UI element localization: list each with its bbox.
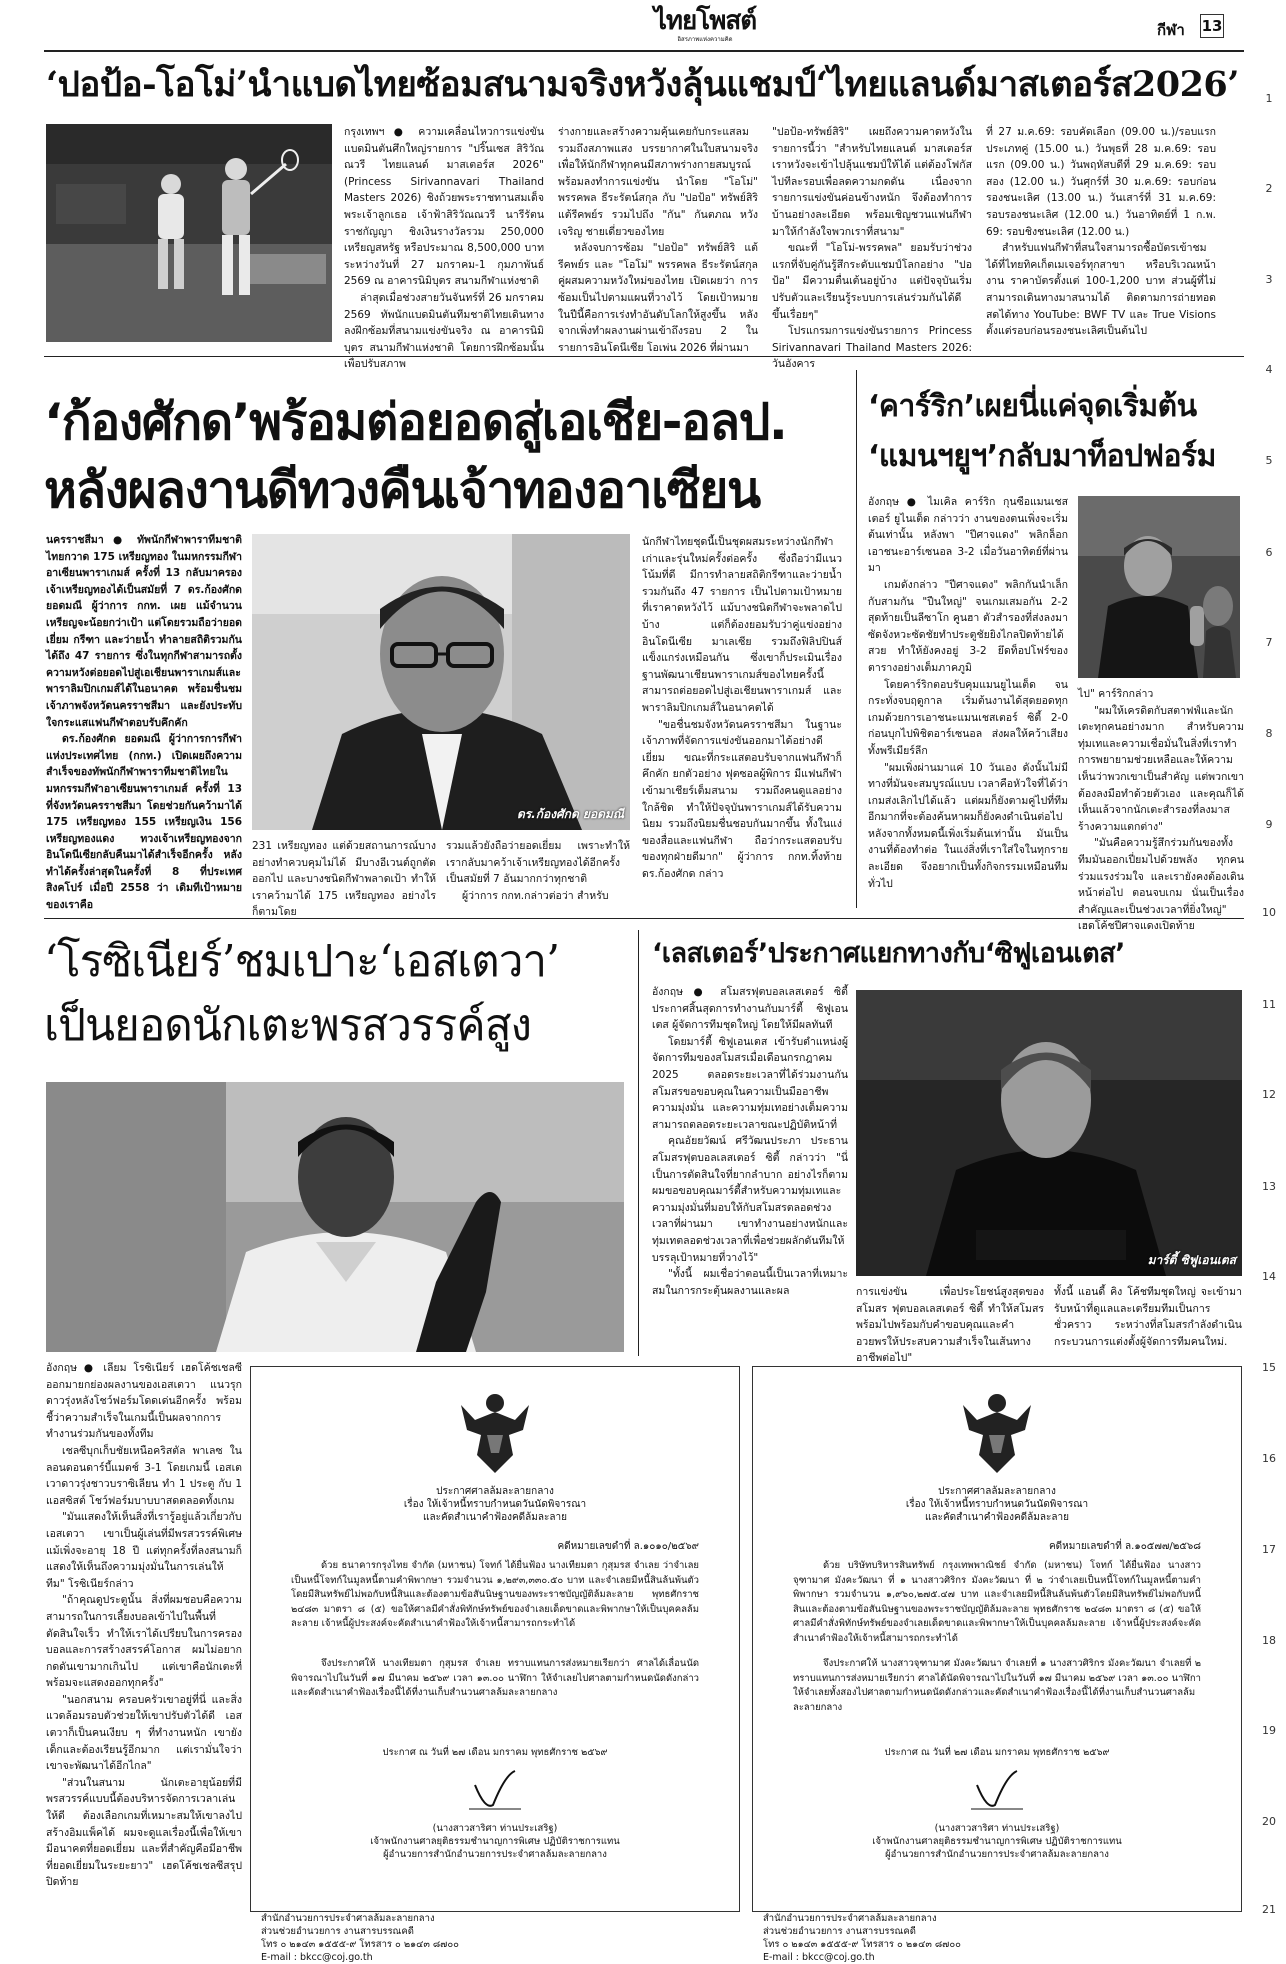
notice-case-number: คดีหมายเลขดำที่ ล.๑๐๑๐/๒๕๖๙ [557,1541,699,1552]
story2-photo-caption: ดร.ก้องศักด ยอดมณี [516,807,624,821]
story2-column-3 [446,838,630,908]
signature-icon [957,1765,1037,1815]
story5-column-3 [1054,1284,1242,1354]
story4-photo [46,1082,624,1352]
story3-column-2 [1078,686,1244,933]
ruler-mark: 9 [1265,818,1273,831]
paragraph: ไป" คาร์ริกกล่าว [1078,688,1154,700]
story1-column-2 [558,124,758,354]
notice-footer-phone: โทร ๐ ๒๑๔๓ ๑๕๕๕-๙ โทรสาร ๐ ๒๑๔๓ ๘๗๐๐ [763,1939,961,1950]
ruler-mark: 21 [1262,1903,1276,1916]
paragraph: นครราชสีมา ● ทัพนักกีฬาพาราทีมชาติไทยกวาด 175 เหรียญทอง ในมหกรรมกีฬาอาเซียนพาราเกมส์ ครั้งที่ 13 กลับมาครองเจ้าเหรียญทองได้เป็นสมัยที่ 7 ดร.ก้องศักด ยอดมณี ผู้ว่าการ กกท. เผย แม้จำนวนเหรียญจะน้อยกว่าเป้า แต่โดยรวมถือว่ายอดเยี่ยม กรีฑา และว่ายน้ำ ทำลายสถิติรวมกันได้ถึง 47 รายการ ซึ่งในทุกกีฬาสามารถตั้งความหวังต่อยอดไปสู่เอเชียนพาราเกมส์และพาราลิมปิกเกมส์ได้ในอนาคต พร้อมชื่นชมเจ้าภาพจังหวัดนครราชสีมา และยังประทับใจกระแสแฟนกีฬาตอบรับคึกคัก [46,534,242,729]
paragraph: อังกฤษ ● ไมเคิล คาร์ริก กุนซือแมนเชสเตอร์ ยูไนเต็ด กล่าวว่า งานของตนเพิ่งจะเริ่มต้นเท่านั้น หลังพา "ปีศาจแดง" พลิกล็อกเอาชนะอาร์เซนอล 3-2 เมื่อวันอาทิตย์ที่ผ่านมา [868,496,1068,575]
ruler-mark: 3 [1265,273,1273,286]
section-label: กีฬา [1157,21,1185,39]
story2-photo [252,534,630,830]
story1-headline: ‘ปอป้อ-โอโม่’นำแบดไทยซ้อมสนามจริงหวังลุ้นแชมป์‘ไทยแลนด์มาสเตอร์ส2026’ [46,64,1239,105]
story4-headline [44,930,644,1058]
story1-column-3 [772,124,972,371]
notice-title-line1: ประกาศศาลล้มละลายกลาง [938,1486,1056,1497]
masthead [640,6,770,46]
paragraph: นักกีฬาไทยชุดนี้เป็นชุดผสมระหว่างนักกีฬาเก่าและรุ่นใหม่ครั้งต่อครั้ง ซึ่งถือว่ามีแนวโน้มที่ดี มีการทำลายสถิติกรีฑาและว่ายน้ำรวมกันถึง 47 รายการ เป็นไปตามเป้าหมายที่เราคาดหวังไว้ แม้บางชนิดกีฬาจะพลาดไปบ้าง แต่ก็ต้องยอมรับว่าคู่แข่งอย่างอินโดนีเซีย มาเลเซีย รวมถึงฟิลิปปินส์ แข็งแกร่งเหมือนกัน ซึ่งเขาก็ประเมินเรื่องฐานพัฒนาเชียนพาราเกมส์ของไทยครั้งนี้สามารถต่อยอดไปสู่เอเชียนพาราเกมส์ และพาราลิมปิกเกมส์ในอนาคตได้ [642,536,842,714]
ruler-mark: 17 [1262,1543,1276,1556]
story3-column-1 [868,494,1068,908]
notice-signatory-role: เจ้าพนักงานศาลยุติธรรมชำนาญการพิเศษ ปฏิบัติราชการแทน [872,1836,1122,1847]
story2-column-4 [642,534,842,908]
paragraph: "ปอป้อ-ทรัพย์สิริ" เผยถึงความคาดหวังในรายการนี้ว่า "สำหรับไทยแลนด์ มาสเตอร์ส เราหวังจะเข้าไปลุ้นแชมป์ให้ได้ แต่ต้องโฟกัสไปทีละรอบเพื่อลดความกดดัน เนื่องจากรายการแข่งขันค่อนข้างหนัก จึงต้องทำการบ้านอย่างละเอียด พร้อมเชิญชวนแฟนกีฬามาให้กำลังใจพวกเราที่สนาม" [772,126,972,238]
paragraph: "ถ้าคุณดูประตูนั้น สิ่งที่ผมชอบคือความสามารถในการเลี้ยงบอลเข้าไปในพื้นที่ ตัดสินใจเร็ว ทำให้เราได้เปรียบในการครองบอลและการสร้างสรรค์โอกาส ผมไม่อยากกดดันเขามากเกินไป แต่เขาคือนักเตะที่พร้อมจะแสดงออกทุกครั้ง" [46,1594,242,1690]
notice-footer-unit: ส่วนช่วยอำนวยการ งานสารบรรณคดี [763,1926,916,1937]
story1-column-1 [344,124,544,371]
notice-footer-email: E-mail : bkcc@coj.go.th [261,1952,373,1963]
paragraph: "นอกสนาม ครอบครัวเขาอยู่ที่นี่ และสิ่งแวดล้อมรอบตัวช่วยให้เขาปรับตัวได้ดี เอสเตวาก็เป็นคนเงียบ ๆ ที่ทำงานหนัก เขายังเด็กและต้องเรียนรู้อีกมาก แต่เรามั่นใจว่าเขาจะพัฒนาได้อีกไกล" [46,1693,242,1773]
paragraph: กรุงเทพฯ ● ความเคลื่อนไหวการแข่งขันแบดมินตันศึกใหญ่รายการ "ปริ๊นเซส สิริวัณณวรี ไทยแลนด์ มาสเตอร์ส 2026" (Princess Sirivannavari Thailand Masters 2026) ชิงถ้วยพระราชทานสมเด็จพระเจ้าลูกเธอ เจ้าฟ้าสิริวัณณวรี นารีรัตนราชกัญญา ชิงเงินรางวัลรวม 250,000 เหรียญสหรัฐ หรือประมาณ 8,500,000 บาท ระหว่างวันที่ 27 มกราคม-1 กุมภาพันธ์ 2569 ณ อาคารนิมิบุตร สนามกีฬาแห่งชาติ [344,126,544,288]
divider [44,918,1244,919]
ruler-mark: 5 [1265,454,1273,467]
notice-title-line3: และคัดสำเนาคำฟ้องคดีล้มละลาย [423,1512,567,1523]
notice-footer-unit: ส่วนช่วยอำนวยการ งานสารบรรณคดี [261,1926,414,1937]
notice-date: ประกาศ ณ วันที่ ๒๗ เดือน มกราคม พุทธศักราช ๒๕๖๙ [884,1747,1110,1758]
story2-headline-line1: ‘ก้องศักด’พร้อมต่อยอดสู่เอเชีย-อลป. [44,393,787,451]
story3-headline-line1: ‘คาร์ริก’เผยนี่แค่จุดเริ่มต้น [868,389,1197,424]
ruler-mark: 6 [1265,546,1273,559]
notice-title-line2: เรื่อง ให้เจ้าหนี้ทราบกำหนดวันนัดพิจารณา [403,1499,587,1510]
notice-body: ด้วย ธนาคารกรุงไทย จำกัด (มหาชน) โจทก์ ได้ยื่นฟ้อง นางเทียมตา กุสุมรส จำเลย ว่าจำเลยเป็นหนี้โจทก์ในมูลหนี้ตามคำพิพากษา รวมจำนวน ๑,๒๙๓,๓๓๐.๕๐ บาท และจำเลยมีหนี้สินล้นพ้นตัวโดยมีสินทรัพย์ไม่พอกับหนี้สินและต้องตามข้อสันนิษฐานของพระราชบัญญัติล้มละลาย พุทธศักราช ๒๔๘๓ มาตรา ๘ (๕) ขอให้ศาลมีคำสั่งพิทักษ์ทรัพย์ของจำเลยเด็ดขาดและพิพากษาให้เป็นบุคคลล้มละลาย เจ้าหนี้ผู้ประสงค์จะคัดสำเนาคำฟ้องให้เจ้าหนี้สามารถกระทำได้ [291,1560,699,1629]
court-notice-left [250,1366,740,1963]
coach-photo-art [1078,496,1240,678]
garuda-emblem-icon [455,1385,535,1477]
paragraph: เชลซีบุกเก็บชัยเหนือคริสตัล พาเลซ ในลอนดอนดาร์บี้แมตช์ 3-1 โดยเกมนี้ เอสเตเวาดาวรุ่งชาวบราซิเลียน ทำ 1 ประตู กับ 1 แอสซิสต์ โชว์ฟอร์มบาบบาสดตลอดทั้งเกม [46,1444,242,1507]
story4-column-1 [46,1360,242,1912]
notice-signatory-role-2: ผู้อำนวยการสำนักอำนวยการประจำศาลล้มละลายกลาง [383,1849,607,1860]
ruler-mark: 8 [1265,727,1273,740]
ruler-mark: 15 [1262,1361,1276,1374]
badminton-photo-art [46,124,332,342]
paragraph: โปรแกรมการแข่งขันรายการ Princess Sirivannavari Thailand Masters 2026: วันอังคาร [772,325,972,371]
margin-ruler [1256,0,1282,1920]
paragraph: รวมแล้วยังถือว่ายอดเยี่ยม เพราะทำให้เรากลับมาคว้าเจ้าเหรียญทองได้อีกครั้งเป็นสมัยที่ 7 อันมากกว่าทุกชาติ [446,840,630,886]
paragraph: ผู้ว่าการ กกท.กล่าวต่อว่า สำหรับ [462,889,609,902]
court-notice-right [752,1366,1242,1963]
page-number: 13 [1200,14,1224,38]
ruler-mark: 10 [1262,906,1276,919]
paragraph: หลังจบการซ้อม "ปอป้อ" ทรัพย์สิริ แต้รีคพย์ร และ "โอโม่" พรรคพล ธีระรัตน์สกุล คู่ผสมความหวังใหม่ของไทย เปิดเผยว่า การซ้อมเป็นไปตามแผนที่วางไว้ โดยเป้าหมายในปีนี้คือการเร่งทำอันดับโลกให้สูงขึ้น หลังจากเพิ่งทำผลงานผ่านเข้าถึงรอบ 2 ในรายการอินโดนีเซีย โอเพ่น 2026 ที่ผ่านมา [558,242,758,354]
paragraph: เกมดังกล่าว "ปีศาจแดง" พลิกกันนำเล็กกับสามกัน "ปืนใหญ่" จนเกมเสมอกัน 2-2 สุดท้ายเป็นลีซาโก คูนฮา ตัวสำรองที่ส่งลงมาซัดจังหวะซัดชัยทำประตูชัยยิงไกลปิดท้ายได้สวย ทำให้ยังคงอยู่ 3-2 ยึดท็อปโฟร์ของตารางอย่างเต็มภาคภูมิ [868,578,1068,674]
notice-title-line1: ประกาศศาลล้มละลายกลาง [436,1486,554,1497]
signature-icon [455,1765,535,1815]
paragraph: "ทั้งนี้ ผมเชื่อว่าตอนนี้เป็นเวลาที่เหมาะสมในการกระตุ้นผลงานและผล [652,1268,848,1297]
story2-headline-line2: หลังผลงานดีทวงคืนเจ้าทองอาเซียน [44,461,760,519]
divider-vertical [638,930,639,1356]
notice-signatory-name: (นางสาวสาริศา ท่านประเสริฐ) [432,1823,558,1834]
story5-column-1 [652,984,848,1297]
ruler-mark: 7 [1265,636,1273,649]
portrait-photo-art [252,534,630,830]
paragraph: การแข่งขัน เพื่อประโยชน์สูงสุดของสโมสร ฟุตบอลเลสเตอร์ ซิตี้ ทำให้สโมสรพร้อมไปพร้อมกับคำขอบคุณและคำอวยพรให้ประสบความสำเร็จในเส้นทางอาชีพต่อไป" [856,1286,1044,1365]
ruler-mark: 19 [1262,1724,1276,1737]
story1-photo [46,124,332,342]
notice-title [753,1485,1241,1524]
notice-body: ด้วย บริษัทบริหารสินทรัพย์ กรุงเทพพาณิชย์ จำกัด (มหาชน) โจทก์ ได้ยื่นฟ้อง นางสาวจุฑามาศ มังคะวัฒนา ที่ ๑ นางสาวศิริกร มังคะวัฒนา ที่ ๒ ว่าจำเลยเป็นหนี้โจทก์ในมูลหนี้ตามคำพิพากษา รวมจำนวน ๑,๙๖๐,๒๗๕.๔๗ บาท และจำเลยมีหนี้สินล้นพ้นตัวโดยมีสินทรัพย์ไม่พอกับหนี้สินและต้องตามข้อสันนิษฐานของพระราชบัญญัติล้มละลาย พุทธศักราช ๒๔๘๓ มาตรา ๘ (๕) ขอให้ศาลมีคำสั่งพิทักษ์ทรัพย์ของจำเลยเด็ดขาดและพิพากษาให้เป็นบุคคลล้มละลาย เจ้าหนี้ผู้ประสงค์จะคัดสำเนาคำฟ้องให้เจ้าหนี้สามารถกระทำได้ [793,1560,1201,1644]
masthead-tagline: อิสรภาพแห่งความคิด [677,36,733,43]
paragraph: สำหรับแฟนกีฬาที่สนใจสามารถซื้อบัตรเข้าชมได้ที่ไทยทิคเก็ตเมเจอร์ทุกสาขา หรือบริเวณหน้างาน ราคาบัตรตั้งแต่ 100-1,200 บาท ส่วนผู้ที่ไม่สามารถเดินทางมาสนามได้ ติดตามการถ่ายทอดสดได้ทาง YouTube: BWF TV และ True Visions ตั้งแต่รอบก่อนรองชนะเลิศเป็นต้นไป [986,242,1216,338]
paragraph: ขณะที่ "โอโม่-พรรคพล" ยอมรับว่าช่วงแรกที่จับคู่กันรู้สึกระดับแชมป์โลกอย่าง "ปอป้อ" มีความตื่นเต้นอยู่บ้าง แต่ปัจจุบันเริ่มปรับตัวและเรียนรู้ระบบการเล่นร่วมกันได้ดีขึ้นเรื่อยๆ" [772,242,972,321]
paragraph: "ขอชื่นชมจังหวัดนครราชสีมา ในฐานะเจ้าภาพที่จัดการแข่งขันออกมาได้อย่างดีเยี่ยม ขณะที่กระแสตอบรับจากแฟนกีฬาก็คึกคัก ยกตัวอย่าง ฟุตซอลผู้พิการ มีแฟนกีฬาเข้ามาเชียร์เต็มสนาม รวมถึงคนดูแลอย่างใกล้ชิด ทำให้ปัจจุบันพาราเกมส์ได้รับความนิยม รวมถึงนิยมชื่นชอบกันมากขึ้น ทั้งในแง่ของสื่อและแฟนกีฬา ถือว่ากระแสตอบรับของทุกฝ่ายดีมาก" ผู้ว่าการ กกท.ทิ้งท้าย ดร.ก้องศักด กล่าว [642,718,842,880]
ruler-mark: 12 [1262,1088,1276,1101]
paragraph: ดร.ก้องศักด ยอดมณี ผู้ว่าการการกีฬาแห่งประเทศไทย (กกท.) เปิดเผยถึงความสำเร็จของทัพนักกีฬาพาราทีมชาติไทยในมหกรรมกีฬาอาเซียนพาราเกมส์ ครั้งที่ 13 ที่จังหวัดนครราชสีมา โดยช่วยกันคว้ามาได้ 175 เหรียญทอง 155 เหรียญเงิน 156 เหรียญทองแดง ทวงเจ้าเหรียญทองจากอินโดนีเซียกลับคืนมาได้สำเร็จอีกครั้ง หลังทำได้ครั้งล่าสุดในครั้งที่ 8 ที่ประเทศสิงคโปร์ เมื่อปี 2558 ว่า เดิมทีเป้าหมายของเราคือ [46,733,242,912]
paragraph: "ผมให้เครดิตกับสตาฟฟ์และนักเตะทุกคนอย่างมาก สำหรับความทุ่มเทและความเชื่อมั่นในสิ่งที่เราทำ การพยายามช่วยเหลือและให้ความเห็นว่าพวกเขาเป็นสำคัญ แต่พวกเขาต้องลงมือทำด้วยตัวเอง และคุณก็ได้เห็นแล้วจากนักเตะสำรองที่ลงมาสร้างความแตกต่าง" [1078,704,1244,833]
story5-photo-caption: มาร์ตี้ ซิฟูเอนเตส [1147,1253,1236,1267]
paragraph: โดยมาร์ตี้ ซิฟูเอนเตส เข้ารับตำแหน่งผู้จัดการทีมของสโมสรเมื่อเดือนกรกฎาคม 2025 ตลอดระยะเวลาที่ได้ร่วมงานกัน สโมสรขอขอบคุณในความเป็นมืออาชีพ ความมุ่งมั่น และความทุ่มเทอย่างเต็มความสามารถตลอดระยะเวลาขณะปฏิบัติหน้าที่ [652,1035,848,1131]
ruler-mark: 13 [1262,1180,1276,1193]
notice-case-number: คดีหมายเลขดำที่ ล.๑๐๕๗๗/๒๕๖๘ [1048,1541,1201,1552]
manager-photo-art [856,990,1242,1276]
ruler-mark: 20 [1262,1815,1276,1828]
story3-headline [868,382,1248,482]
paragraph: 231 เหรียญทอง แต่ด้วยสถานการณ์บาง อย่างทำควบคุมไม่ได้ มีบางอีเวนต์ถูกตัดออกไป และบางชนิดกีฬาพลาดเป้า ทำให้เราคว้ามาได้ 175 เหรียญทอง อย่างไรก็ตามโดย [252,840,436,919]
story2-column-2 [252,838,436,919]
notice-body-2: จึงประกาศให้ นางสาวจุฑามาศ มังคะวัฒนา จำเลยที่ ๑ นางสาวศิริกร มังคะวัฒนา จำเลยที่ ๒ ทราบแทนการส่งหมายเรียกว่า ศาลได้นัดพิจารณาไปในวันที่ ๑๗ มีนาคม ๒๕๖๙ เวลา ๑๓.๐๐ นาฬิกา ให้จำเลยทั้งสองไปศาลตามกำหนดนัดดังกล่าวและคัดสำเนาคำฟ้องเรื่องนี้ได้ที่งานเก็บสำนวนศาลล้มละลายกลาง [793,1658,1201,1713]
notice-title-line3: และคัดสำเนาคำฟ้องคดีล้มละลาย [925,1512,1069,1523]
ruler-mark: 4 [1265,363,1273,376]
paragraph: "ผมเพิ่งผ่านมาแค่ 10 วันเอง ดังนั้นไม่มีทางที่มันจะสมบูรณ์แบบ เวลาคือหัวใจที่ได้ว่าเกมส่งเลิกไปได้แล้ว แต่ผมก็ยังตามคู่ไปที่ทีมอีกมากที่จะต้องค้นหาผมก็ยังคงดำเนินต่อไป หลังจากทั้งหมดนี้เพิ่งเริ่มต้นเท่านั้น มันเป็นงานที่ต้องทำต่อ ในแง่สิ่งที่เราใส่ใจในทุกรายละเอียด จึงอยากเป็นทั้งกิจกรรมเหมือนทีมทั่วไป [868,761,1068,890]
notice-signatory-role-2: ผู้อำนวยการสำนักอำนวยการประจำศาลล้มละลายกลาง [885,1849,1109,1860]
notice-signatory [753,1822,1241,1861]
notice-signatory-role: เจ้าพนักงานศาลยุติธรรมชำนาญการพิเศษ ปฏิบัติราชการแทน [370,1836,620,1847]
story5-headline: ‘เลสเตอร์’ประกาศแยกทางกับ‘ซิฟูเอนเตส’ [652,938,1125,969]
divider [44,356,1244,357]
notice-footer-office: สำนักอำนวยการประจำศาลล้มละลายกลาง [261,1913,435,1924]
story3-headline-line2: ‘แมนฯยูฯ’กลับมาท็อปฟอร์ม [868,439,1216,474]
notice-date: ประกาศ ณ วันที่ ๒๗ เดือน มกราคม พุทธศักราช ๒๕๖๙ [382,1747,608,1758]
paragraph: โดยคาร์ริกตอบรับคุมแมนยูไนเต็ด จนกระทั่งจบฤดูกาล เริ่มต้นงานได้สุดยอดทุกเกมด้วยการเอาชนะแมนเชสเตอร์ ซิตี้ 2-0 ก่อนบุกไปพิชิตอาร์เซนอล ส่งผลให้คว้าเสียงทั้งพรีเมียร์ลีก [868,678,1068,757]
notice-signatory-name: (นางสาวสาริศา ท่านประเสริฐ) [934,1823,1060,1834]
ruler-mark: 11 [1262,998,1276,1011]
ruler-mark: 18 [1262,1634,1276,1647]
notice-footer-office: สำนักอำนวยการประจำศาลล้มละลายกลาง [763,1913,937,1924]
story5-column-2 [856,1284,1044,1365]
story4-headline-line1: ‘โรซิเนียร์’ชมเปาะ‘เอสเตวา’ [44,936,560,987]
divider-vertical [856,370,857,908]
paragraph: "มันแสดงให้เห็นสิ่งที่เรารู้อยู่แล้วเกี่ยวกับเอสเตวา เขาเป็นผู้เล่นที่มีพรสวรรค์พิเศษ แม้เพิ่งจะอายุ 18 ปี แต่ทุกครั้งที่ลงสนามก็แสดงให้เห็นถึงความมุ่งมั่นในการเล่นให้ทีม" โรซิเนียร์กล่าว [46,1511,242,1590]
notice-footer-email: E-mail : bkcc@coj.go.th [763,1952,875,1963]
paragraph: ร่างกายและสร้างความคุ้นเคยกับกระแสลม รวมถึงสภาพแสง บรรยากาศในใบสนามจริงเพื่อให้นักกีฬาทุกคนมีสภาพร่างกายสมบูรณ์พร้อมลงทำการแข่งขัน นำโดย "โอโม่" พรรคพล ธีระรัตน์สกุล กับ "ปอป้อ" ทรัพย์สิริ แต้รีคพย์ร รวมไปถึง "กัน" กันตภณ หวังเจริญ ชายเดี่ยวของไทย [558,126,758,238]
paragraph: อังกฤษ ● เลียม โรซิเนียร์ เฮดโค้ชเชลซี ออกมายกย่องผลงานของเอสเตวา แนวรุกดาวรุ่งหลังโชว์ฟอร์มโดดเด่นอีกครั้ง พร้อมชี้ว่าความสำเร็จในเกมนี้เป็นผลจากการทำงานร่วมกันของทั้งทีม [46,1362,242,1441]
paragraph: คุณอัยยวัฒน์ ศรีวัฒนประภา ประธานสโมสรฟุตบอลเลสเตอร์ ซิตี้ กล่าวว่า "นี่เป็นการตัดสินใจที่ยากลำบาก อย่างไรก็ตาม ผมขอขอบคุณมาร์ตี้สำหรับความทุ่มเทและความมุ่งมั่นที่มอบให้กับสโมสรตลอดช่วงเวลาที่ผ่านมา เขาทำงานอย่างหนักและทุ่มเทตลอดช่วงเวลาที่เพื่อช่วยผลักดันทีมให้บรรลุเป้าหมายที่วางไว้" [652,1135,848,1264]
masthead-logo: ไทยโพสต์ [653,6,757,36]
paragraph: ล่าสุดเมื่อช่วงสายวันจันทร์ที่ 26 มกราคม 2569 ทัพนักแบดมินตันทีมชาติไทยเดินทางลงฝึกซ้อมที่สนามแข่งขันจริง ณ อาคารนิมิบุตร สนามกีฬาแห่งชาติ โดยการฝึกซ้อมนั้นเพื่อปรับสภาพ [344,291,544,371]
story1-column-4 [986,124,1216,344]
notice-title [251,1485,739,1524]
footballer-photo-art [46,1082,624,1352]
paragraph: "มันคือความรู้สึกร่วมกันของทั้งทีมมันออกเปี่ยมไปด้วยพลัง ทุกคนร่วมแรงร่วมใจ และเรายังคงต้องเดินหน้าต่อไป ตอนจบเกม นั่นเป็นเรื่องสำคัญและเป็นช่วงเวลาที่ยิ่งใหญ่" เฮดโค้ชปีศาจแดงเปิดท้าย [1078,837,1244,933]
ruler-mark: 14 [1262,1270,1276,1283]
story2-column-1 [46,532,242,912]
story3-photo [1078,496,1240,678]
ruler-mark: 1 [1265,92,1273,105]
notice-footer [261,1912,459,1964]
story5-photo [856,990,1242,1276]
notice-footer-phone: โทร ๐ ๒๑๔๓ ๑๕๕๕-๙ โทรสาร ๐ ๒๑๔๓ ๘๗๐๐ [261,1939,459,1950]
top-rule [44,50,1244,52]
paragraph: อังกฤษ ● สโมสรฟุตบอลเลสเตอร์ ซิตี้ ประกาศสิ้นสุดการทำงานกับมาร์ตี้ ซิฟูเอนเตส ผู้จัดการทีมชุดใหญ่ โดยให้มีผลทันที [652,986,848,1032]
garuda-emblem-icon [957,1385,1037,1477]
story4-headline-line2: เป็นยอดนักเตะพรสวรรค์สูง [44,1000,532,1051]
notice-signatory [251,1822,739,1861]
ruler-mark: 2 [1265,182,1273,195]
notice-title-line2: เรื่อง ให้เจ้าหนี้ทราบกำหนดวันนัดพิจารณา [905,1499,1089,1510]
notice-body-2: จึงประกาศให้ นางเทียมตา กุสุมรส จำเลย ทราบแทนการส่งหมายเรียกว่า ศาลได้เลื่อนนัดพิจารณาไปในวันที่ ๑๗ มีนาคม ๒๕๖๙ เวลา ๑๓.๐๐ นาฬิกา ให้จำเลยไปศาลตามกำหนดนัดดังกล่าวและคัดสำเนาคำฟ้องเรื่องนี้ได้ที่งานเก็บสำนวนศาลล้มละลายกลาง [291,1658,699,1698]
paragraph: ที่ 27 ม.ค.69: รอบคัดเลือก (09.00 น.)/รอบแรก ประเภทคู่ (15.00 น.) วันพุธที่ 28 ม.ค.69: รอบแรก (09.00 น.) วันพฤหัสบดีที่ 29 ม.ค.69: รอบสอง (12.00 น.) วันศุกร์ที่ 30 ม.ค.69: รอบก่อนรองชนะเลิศ (13.00 น.) วันเสาร์ที่ 31 ม.ค.69: รอบรองชนะเลิศ (12.00 น.) วันอาทิตย์ที่ 1 ก.พ. 69: รอบชิงชนะเลิศ (12.00 น.) [986,126,1216,238]
paragraph: ทั้งนี้ แอนดี้ คิง โค้ชทีมชุดใหญ่ จะเข้ามารับหน้าที่ดูแลและเตรียมทีมเป็นการชั่วคราว ระหว่างที่สโมสรกำลังดำเนินกระบวนการแต่งตั้งผู้จัดการทีมคนใหม่. [1054,1286,1242,1348]
notice-footer [763,1912,961,1964]
ruler-mark: 16 [1262,1452,1276,1465]
story2-headline [44,388,844,524]
paragraph: "ส่วนในสนาม นักเตะอายุน้อยที่มีพรสวรรค์แบบนี้ต้องบริหารจัดการเวลาเล่นให้ดี ต้องเลือกเกมที่เหมาะสมให้เขาลงไปสร้างอิมแพ็คได้ ผมจะดูแลเรื่องนี้เพื่อให้เขามีอนาคตที่ยอดเยี่ยม และที่สำคัญคือมีอาชีพที่ยอดเยี่ยมในระยะยาว" เฮดโค้ชเชลซีสรุปปิดท้าย [46,1776,242,1889]
